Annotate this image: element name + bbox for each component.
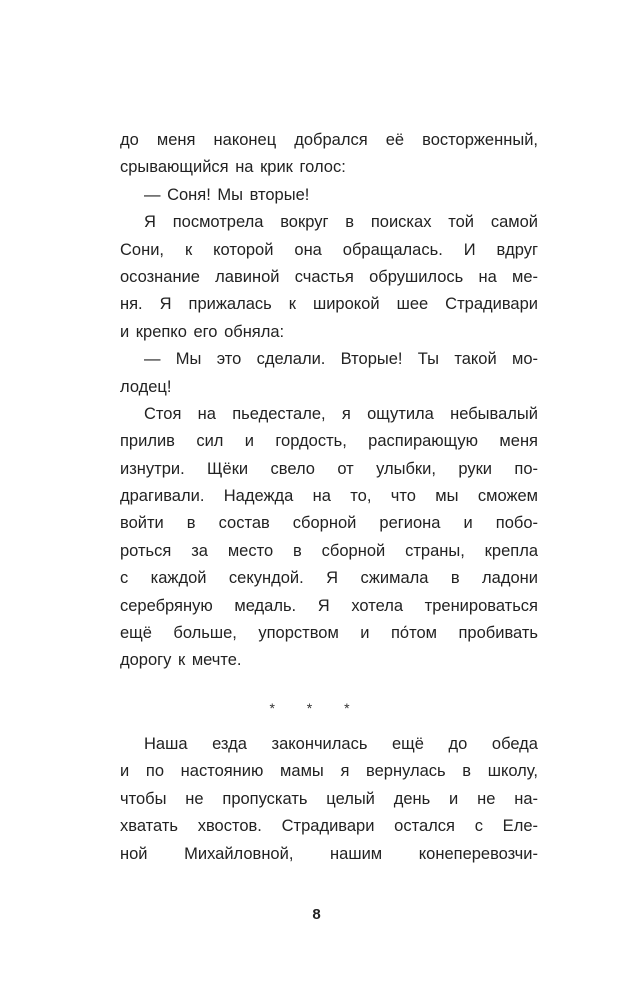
text-line: ня. Я прижалась к широкой шее Страдивари [120, 295, 538, 314]
text-line: и по настоянию мамы я вернулась в школу, [120, 762, 538, 781]
text-line: чтобы не пропускать целый день и не на- [120, 789, 538, 808]
text-line: срывающийся на крик голос: [120, 158, 346, 177]
text-line: войти в состав сборной региона и побо- [120, 514, 538, 533]
text-line: хватать хвостов. Страдивари остался с Еле- [120, 817, 538, 836]
text-line: ещё больше, упорством и по́том пробивать [120, 624, 538, 643]
text-line: — Соня! Мы вторые! [144, 185, 310, 204]
text-line: прилив сил и гордость, распирающую меня [120, 432, 538, 451]
text-line: Я посмотрела вокруг в поисках той самой [144, 213, 538, 232]
text-line: лодец! [120, 377, 172, 396]
text-block-before-separator [120, 127, 538, 675]
text-line: с каждой секундой. Я сжимала в ладони [120, 569, 538, 588]
text-line: и крепко его обняла: [120, 322, 285, 341]
text-line: осознание лавиной счастья обрушилось на ме- [120, 267, 538, 286]
page-number: 8 [312, 906, 321, 923]
text-line: серебряную медаль. Я хотела тренироваться [120, 596, 538, 615]
text-line: изнутри. Щёки свело от улыбки, руки по- [120, 459, 538, 478]
text-line: драгивали. Надежда на то, что мы сможем [120, 487, 538, 506]
text-line: Наша езда закончилась ещё до обеда [144, 735, 538, 753]
text-line: дорогу к мечте. [120, 651, 242, 670]
section-separator: * * * [269, 700, 364, 716]
text-block-after-separator [120, 731, 538, 868]
text-line: до меня наконец добрался её восторженный, [120, 131, 538, 149]
text-line: роться за место в сборной страны, крепла [120, 541, 538, 560]
text-line: Сони, к которой она обращалась. И вдруг [120, 240, 538, 259]
text-line: Стоя на пьедестале, я ощутила небывалый [144, 404, 538, 423]
text-line: — Мы это сделали. Вторые! Ты такой мо- [144, 350, 538, 369]
text-line: ной Михайловной, нашим конеперевозчи- [120, 844, 538, 863]
